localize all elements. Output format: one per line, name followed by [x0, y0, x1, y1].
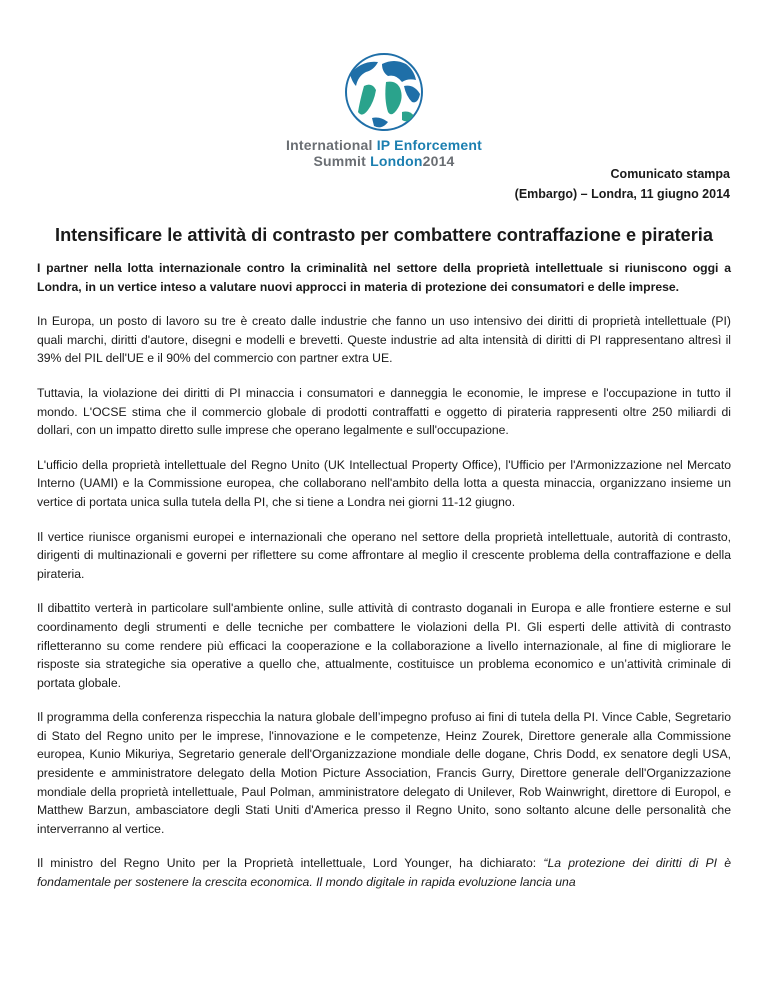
- logo-line-1: [0, 137, 768, 153]
- article-body: [37, 259, 731, 892]
- body-paragraph-7: [37, 854, 731, 891]
- body-paragraph-4: Il vertice riunisce organismi europei e internazionali che operano nel settore della proprietà intellettuale, autorità di contrasto, dirigenti di multinazionali e governi per riflettere su come affrontare al meglio il crescente problema della contraffazione e della pirateria.: [37, 529, 731, 581]
- quote-text: “La protezione dei diritti di PI è fondamentale per sostenere la crescita economica. Il mondo digitale in rapida evoluzione lancia una: [37, 856, 731, 890]
- body-paragraph-1: In Europa, un posto di lavoro su tre è creato dalle industrie che fanno un uso intensivo dei diritti di proprietà intellettuale (PI) quali marchi, diritti d'autore, disegni e modelli e brevetti. Queste industrie ad alta intensità di diritti di PI rappresentano altresì il 39% del PIL dell'UE e il 90% del commercio con partner extra UE.: [37, 314, 731, 366]
- summit-logo: [0, 52, 768, 169]
- body-paragraph-2: Tuttavia, la violazione dei diritti di PI minaccia i consumatori e danneggia le economie, le imprese e l'occupazione in tutto il mondo. L'OCSE stima che il commercio globale di prodotti contraffatti e oggetto di pirateria rappresenti oltre 250 miliardi di dollari, con un impatto diretto sulle imprese che operano legalmente e sull'occupazione.: [37, 385, 731, 438]
- logo-word-london: London: [370, 153, 423, 169]
- press-release-header: [515, 164, 730, 204]
- press-release-label: Comunicato stampa: [610, 167, 730, 181]
- body-paragraph-6: Il programma della conferenza rispecchia la natura globale dell’impegno profuso ai fini di tutela della PI. Vince Cable, Segretario di Stato del Regno unito per le imprese, l'innovazione e le competenze, Heinz Zourek, Direttore generale alla Commissione europea, Kunio Mikuriya, Segretario generale dell'Organizzazione mondiale delle dogane, Chris Dodd, ex senatore degli USA, presidente e amministratore delegato della Motion Picture Association, Francis Gurry, Direttore generale dell'Organizzazione mondiale della proprietà intellettuale, Paul Polman, amministratore delegato di Unilever, Rob Wainwright, direttore di Europol, e Matthew Barzun, ambasciatore degli Stati Uniti d'America presso il Regno Unito, sono soltanto alcune delle personalità che interverranno al vertice.: [37, 710, 731, 836]
- lead-paragraph: I partner nella lotta internazionale contro la criminalità nel settore della proprietà intellettuale si riuniscono oggi a Londra, in un vertice inteso a valutare nuovi approcci in materia di protezione dei consumatori e delle imprese.: [37, 261, 731, 294]
- logo-word-summit: Summit: [313, 153, 366, 169]
- logo-word-international: International: [286, 137, 373, 153]
- logo-word-year: 2014: [422, 153, 455, 169]
- logo-word-ip-enforcement: IP Enforcement: [376, 137, 482, 153]
- globe-icon: [344, 52, 424, 132]
- body-paragraph-3: L'ufficio della proprietà intellettuale del Regno Unito (UK Intellectual Property Office), l'Ufficio per l'Armonizzazione nel Mercato Interno (UAMI) e la Commissione europea, che collaborano nell'ambito della lotta a questa minaccia, organizzano insieme un vertice di portata unica sulla tutela della PI, che si tiene a Londra nei giorni 11-12 giugno.: [37, 457, 731, 509]
- headline: Intensificare le attività di contrasto per combattere contraffazione e pirateria: [55, 225, 713, 245]
- press-release-dateline: (Embargo) – Londra, 11 giugno 2014: [514, 187, 730, 201]
- quote-intro: Il ministro del Regno Unito per la Proprietà intellettuale, Lord Younger, ha dichiarato:: [37, 856, 544, 871]
- body-paragraph-5: Il dibattito verterà in particolare sull'ambiente online, sulle attività di contrasto doganali in Europa e alle frontiere esterne e sul coordinamento degli strumenti e delle tecniche per combattere le violazioni della PI. Gli esperti delle attività di contrasto rifletteranno su come rendere più efficaci la cooperazione e la collaborazione a livello internazionale, al fine di migliorare le risposte sia strategiche sia operative a quello che, attualmente, costituisce un problema economico e un’attività criminale di portata globale.: [37, 601, 731, 690]
